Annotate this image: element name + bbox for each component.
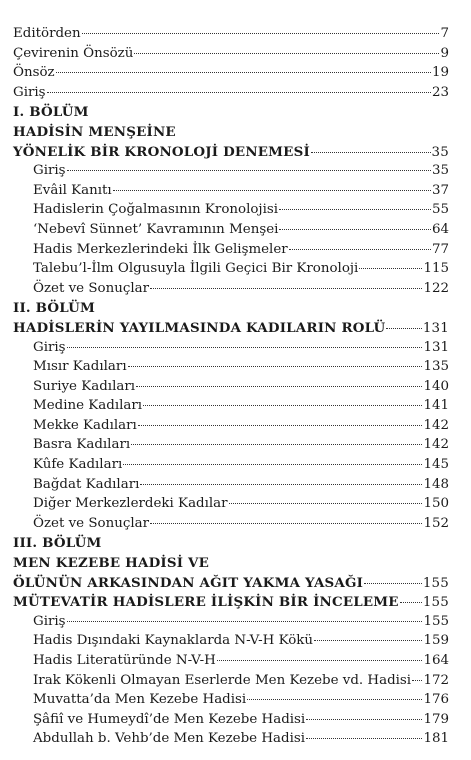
toc-entry	[13, 183, 449, 203]
table-of-contents	[13, 26, 449, 751]
toc-entry-title: Talebu’l-İlm Olgusuyla İlgili Geçici Bir Kronoloji	[33, 261, 359, 277]
toc-entry	[13, 222, 449, 242]
toc-entry-title: Mısır Kadıları	[33, 359, 127, 375]
toc-entry-title: Medine Kadıları	[33, 398, 143, 414]
toc-entry	[13, 653, 449, 673]
toc-page-number: 148	[423, 476, 449, 492]
toc-entry	[13, 46, 449, 66]
toc-entry-title: Giriş	[33, 339, 66, 355]
toc-entry	[13, 418, 449, 438]
toc-page-number: 150	[423, 496, 449, 512]
toc-entry-title: MÜTEVATİR HADİSLERE İLİŞKİN BİR İNCELEME	[13, 594, 399, 611]
toc-entry	[13, 496, 449, 516]
toc-entry-title: Özet ve Sonuçlar	[33, 515, 149, 531]
toc-entry-title: Bağdat Kadıları	[33, 476, 140, 492]
toc-entry-title: Şâfiî ve Humeydî’de Men Kezebe Hadisi	[33, 711, 306, 727]
dot-leader	[128, 366, 423, 367]
toc-page-number: 142	[423, 437, 449, 453]
toc-page-number: 141	[423, 398, 449, 414]
toc-page-number: 77	[431, 241, 449, 257]
dot-leader	[279, 229, 431, 230]
toc-entry	[13, 692, 449, 712]
dot-leader	[217, 660, 423, 661]
toc-entry-title: Muvatta’da Men Kezebe Hadisi	[33, 692, 247, 708]
dot-leader	[136, 386, 422, 387]
toc-entry	[13, 633, 449, 653]
toc-entry-title: Giriş	[33, 613, 66, 629]
dot-leader	[82, 33, 440, 34]
toc-page-number: 164	[423, 653, 449, 668]
toc-entry	[13, 398, 449, 418]
dot-leader	[67, 170, 431, 171]
toc-page-number: 155	[423, 613, 449, 629]
toc-entry-title: Hadis Literatüründe N-V-H	[33, 653, 216, 668]
dot-leader	[306, 738, 422, 739]
dot-leader	[247, 699, 422, 700]
toc-page-number: 35	[431, 144, 449, 160]
toc-page-number: 131	[422, 320, 449, 336]
toc-entry	[13, 437, 449, 457]
toc-page-number: 55	[431, 202, 449, 218]
dot-leader	[143, 405, 422, 406]
toc-page-number: 9	[440, 45, 449, 61]
toc-entry	[13, 242, 449, 262]
toc-entry-title: Mekke Kadıları	[33, 417, 137, 433]
toc-heading-row	[13, 104, 449, 124]
toc-entry-title: Çevirenin Önsözü	[13, 45, 134, 61]
toc-entry-title: Hadis Dışındaki Kaynaklarda N-V-H Kökü	[33, 633, 314, 649]
toc-entry-title: Suriye Kadıları	[33, 378, 136, 394]
dot-leader	[314, 640, 422, 641]
toc-entry-title: Giriş	[13, 84, 46, 100]
toc-entry-title: II. BÖLÜM	[13, 300, 96, 317]
dot-leader	[279, 209, 431, 210]
toc-entry	[13, 359, 449, 379]
dot-leader	[150, 288, 422, 289]
toc-entry	[13, 673, 449, 693]
toc-heading-row	[13, 594, 449, 614]
toc-entry-title: Hadis Merkezlerindeki İlk Gelişmeler	[33, 241, 288, 257]
toc-heading-row	[13, 124, 449, 144]
toc-entry	[13, 516, 449, 536]
toc-page-number: 155	[422, 575, 449, 591]
toc-entry-title: ÖLÜNÜN ARKASINDAN AĞIT YAKMA YASAĞI	[13, 574, 364, 591]
toc-page-number: 64	[431, 221, 449, 237]
toc-entry-title: ‘Nebevî Sünnet’ Kavramının Menşei	[33, 221, 279, 237]
toc-entry	[13, 163, 449, 183]
toc-page-number: 37	[431, 182, 449, 198]
dot-leader	[364, 583, 422, 584]
toc-entry-title: HADİSLERİN YAYILMASINDA KADILARIN ROLÜ	[13, 319, 386, 336]
dot-leader	[67, 621, 423, 622]
toc-entry-title: Editörden	[13, 26, 81, 41]
toc-page-number: 179	[423, 711, 449, 727]
toc-entry-title: Giriş	[33, 163, 66, 179]
toc-page-number: 152	[423, 515, 449, 531]
dot-leader	[56, 72, 431, 73]
toc-entry-title: HADİSİN MENŞEİNE	[13, 123, 176, 140]
dot-leader	[134, 53, 439, 54]
toc-entry	[13, 281, 449, 301]
toc-page-number: 159	[423, 633, 449, 649]
toc-entry-title: MEN KEZEBE HADİSİ VE	[13, 555, 210, 572]
toc-entry	[13, 457, 449, 477]
toc-page-number: 155	[422, 595, 449, 611]
toc-heading-row	[13, 535, 449, 555]
toc-entry-title: Özet ve Sonuçlar	[33, 280, 149, 296]
toc-page-number: 115	[423, 261, 449, 277]
dot-leader	[150, 523, 422, 524]
toc-entry-title: Önsöz	[13, 65, 55, 81]
toc-entry	[13, 379, 449, 399]
toc-entry	[13, 26, 449, 46]
toc-entry	[13, 340, 449, 360]
dot-leader	[47, 92, 431, 93]
toc-page-number: 181	[423, 731, 449, 747]
toc-entry	[13, 202, 449, 222]
toc-entry-title: Abdullah b. Vehb’de Men Kezebe Hadisi	[33, 731, 306, 747]
toc-entry	[13, 261, 449, 281]
toc-entry-title: III. BÖLÜM	[13, 535, 102, 552]
toc-heading-row	[13, 575, 449, 595]
dot-leader	[412, 680, 422, 681]
toc-page-number: 135	[423, 359, 449, 375]
toc-page-number: 145	[423, 457, 449, 473]
dot-leader	[123, 464, 422, 465]
toc-page-number: 35	[431, 163, 449, 179]
toc-page-number: 23	[431, 84, 449, 100]
toc-heading-row	[13, 320, 449, 340]
toc-heading-row	[13, 555, 449, 575]
toc-entry-title: Hadislerin Çoğalmasının Kronolojisi	[33, 202, 279, 218]
dot-leader	[67, 347, 423, 348]
toc-page-number: 131	[423, 339, 449, 355]
dot-leader	[113, 190, 431, 191]
toc-heading-row	[13, 144, 449, 164]
toc-entry-title: YÖNELİK BİR KRONOLOJİ DENEMESİ	[13, 143, 310, 160]
toc-entry	[13, 731, 449, 751]
dot-leader	[386, 328, 421, 329]
dot-leader	[306, 719, 422, 720]
toc-entry-title: Evâil Kanıtı	[33, 182, 112, 198]
dot-leader	[400, 602, 422, 603]
dot-leader	[138, 425, 423, 426]
toc-entry	[13, 65, 449, 85]
toc-page-number: 140	[423, 378, 449, 394]
toc-entry	[13, 614, 449, 634]
toc-entry	[13, 712, 449, 732]
toc-page-number: 122	[423, 280, 449, 296]
toc-entry-title: Irak Kökenli Olmayan Eserlerde Men Kezebe vd. Hadisi	[33, 672, 412, 688]
toc-page-number: 19	[431, 65, 449, 81]
dot-leader	[289, 249, 431, 250]
toc-entry-title: Diğer Merkezlerdeki Kadılar	[33, 496, 228, 512]
dot-leader	[229, 503, 423, 504]
toc-entry-title: I. BÖLÜM	[13, 104, 89, 121]
dot-leader	[131, 444, 422, 445]
toc-page-number: 176	[423, 692, 449, 708]
dot-leader	[359, 268, 422, 269]
toc-heading-row	[13, 300, 449, 320]
toc-entry	[13, 85, 449, 105]
dot-leader	[140, 484, 422, 485]
dot-leader	[311, 152, 431, 153]
toc-page-number: 172	[423, 672, 449, 688]
toc-page-number: 7	[440, 26, 449, 41]
toc-entry	[13, 477, 449, 497]
toc-entry-title: Basra Kadıları	[33, 437, 131, 453]
toc-entry-title: Kûfe Kadıları	[33, 457, 123, 473]
toc-page-number: 142	[423, 417, 449, 433]
